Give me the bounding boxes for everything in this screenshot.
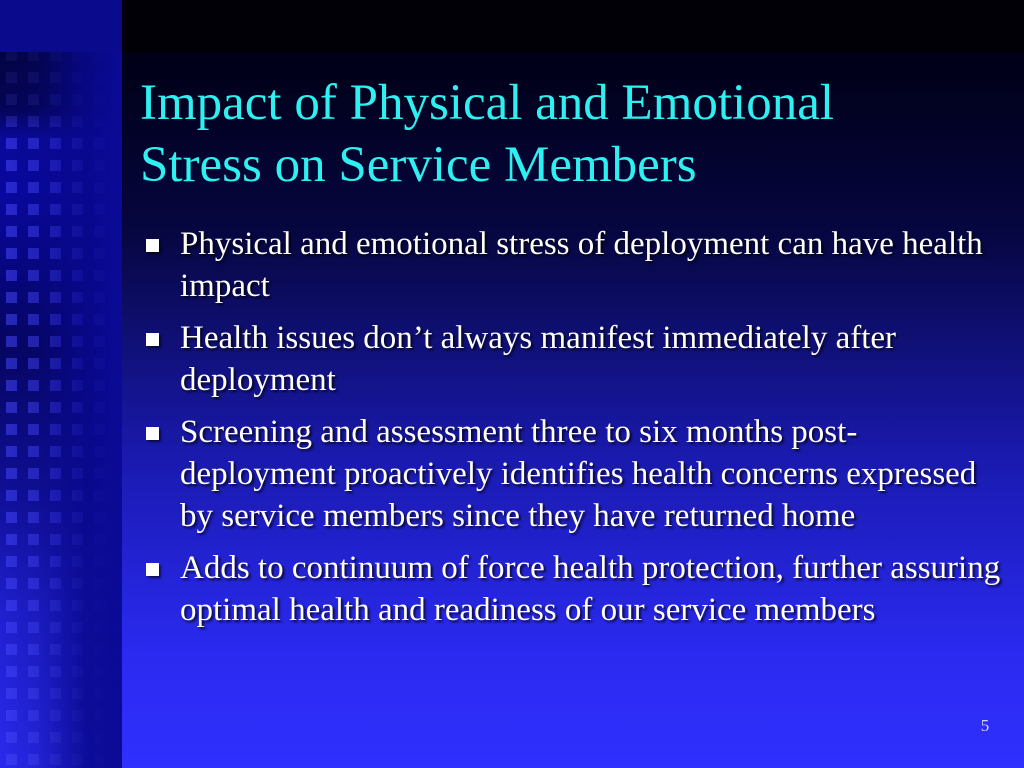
top-dark-bar bbox=[0, 0, 1024, 52]
bullet-text: Adds to continuum of force health protection, further assuring optimal health and readiness of our service members bbox=[180, 550, 1001, 628]
page-number: 5 bbox=[980, 716, 990, 735]
decorative-grid-fade bbox=[0, 0, 122, 768]
square-bullet-icon bbox=[146, 427, 159, 440]
bullet-text: Screening and assessment three to six months post-deployment proactively identifies health concerns expressed by service members since they have returned home bbox=[180, 414, 977, 534]
top-left-corner-block bbox=[0, 0, 122, 52]
bullet-list bbox=[142, 223, 1002, 641]
square-bullet-icon bbox=[146, 563, 159, 576]
bullet-text: Physical and emotional stress of deployment can have health impact bbox=[180, 226, 983, 304]
bullet-item bbox=[142, 547, 1002, 631]
slide-title bbox=[140, 72, 1010, 196]
square-bullet-icon bbox=[146, 333, 159, 346]
slide-title-line-2: Stress on Service Members bbox=[140, 137, 697, 193]
slide-title-line-1: Impact of Physical and Emotional bbox=[140, 75, 835, 131]
bullet-item bbox=[142, 317, 1002, 401]
bullet-item bbox=[142, 411, 1002, 537]
bullet-text: Health issues don’t always manifest immediately after deployment bbox=[180, 320, 897, 398]
square-bullet-icon bbox=[146, 239, 159, 252]
bullet-item bbox=[142, 223, 1002, 307]
